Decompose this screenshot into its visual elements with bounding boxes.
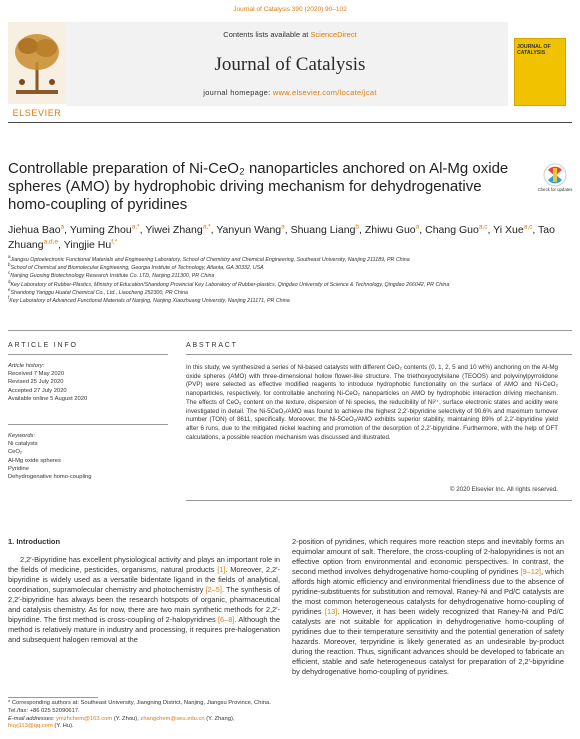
author-name[interactable]: Chang Guo xyxy=(425,224,479,236)
introduction-column-right xyxy=(292,537,564,677)
keyword: Dehydrogenative homo-coupling xyxy=(8,474,92,481)
cover-title: JOURNAL OF CATALYSIS xyxy=(517,44,551,56)
elsevier-wordmark: ELSEVIER xyxy=(12,108,62,118)
author-affiliation-mark[interactable]: a xyxy=(415,223,420,231)
journal-homepage xyxy=(0,88,580,97)
history-date: Available online 5 August 2020 xyxy=(8,395,88,402)
author-name[interactable]: Yuming Zhou xyxy=(69,224,132,236)
affiliation xyxy=(8,289,572,297)
citation-link[interactable]: [6–8] xyxy=(217,615,235,624)
article-info-heading: ARTICLE INFO xyxy=(8,342,78,349)
history-date: Received 7 May 2020 xyxy=(8,371,65,378)
body-text: 2-position of pyridines, which requires more reaction steps and inevitably forms an equimolar amount of salt. Therefore, the cross-coupling of 2-halopyridines is not an effective option from environmental and economic perspectives. In contrast, the second method involves dehydrogenative homo-coupling of pyridines xyxy=(292,537,564,576)
contents-prefix: Contents lists available at xyxy=(223,30,311,39)
affiliation-text: Jiangsu Optoelectronic Functional Materials and Engineering Laboratory, School of Chemistry and Chemical Engineering, Southeast University, Nanjing 211189, PR China xyxy=(10,257,410,263)
keywords-rule xyxy=(8,424,168,425)
keyword: Ni catalysts xyxy=(8,441,38,448)
affiliation-list xyxy=(8,256,572,305)
header-rule xyxy=(8,122,572,123)
author-name[interactable]: Yi Xue xyxy=(493,224,524,236)
author-affiliation-mark[interactable]: a,c xyxy=(523,223,533,231)
email-owner: (Y. Zhou), xyxy=(112,715,141,722)
affiliation-mark: b xyxy=(8,262,11,268)
affiliation-mark: f xyxy=(8,295,10,301)
author-affiliation-mark[interactable]: a,* xyxy=(202,223,211,231)
email-owner: (Y. Hu). xyxy=(52,723,74,730)
introduction-column-left xyxy=(8,555,280,645)
keywords-label: Keywords: xyxy=(8,433,36,439)
body-text: . The synthesis of 2,2′-bipyridine has always been the research hotspots of organic, pharmaceutical and catalysis chemistry. As for now, there are two main synthetic methods for 2,2′-bipyridine. The first method is cross-coupling of 2-halopyridines xyxy=(8,585,280,624)
copyright-line: © 2020 Elsevier Inc. All rights reserved. xyxy=(449,486,558,493)
history-label: Article history: xyxy=(8,363,45,369)
homepage-prefix: journal homepage: xyxy=(203,88,273,97)
body-text: , which affords high atomic efficiency and environmental friendliness due to the absence of pyridine-substituents for substitution and removal. Raney-Ni and Pd/C catalysts are the most common heterogeneous catalysts for dehydrogenative homo-coupling of pyridines xyxy=(292,567,565,616)
abstract-rule xyxy=(186,354,572,355)
email-link[interactable]: zhangchem@seu.edu.cn xyxy=(140,715,205,722)
history-date: Accepted 27 July 2020 xyxy=(8,387,67,394)
abstract-text: In this study, we synthesized a series of Ni-based catalysts with different CeO₂ contents (0, 1, 2, 5 and 10 wt%) anchoring on the Al-Mg oxide spheres (AMO) with three-dimensional hollow flower-like structure. The triethoxyoctylsilane (TEOOS) and polyvinylpyrrolidone (PVP) were selected as effective modified reagents to introduce hydrophobic functionality on the surface of AMO and Ni-CeO₂ nanoparticles, respectively, for controllable anchoring Ni-CeO₂ nanoparticles on AMO by hydrophobic interaction driving mechanism. The effects of CeO₂ content on the texture, dispersion of Ni species, the reducibility of Ni²⁺, surface electronic states and acidity were investigated in detail. The Ni-5CeO₂/AMO was found to achieve the highest 2,2′-bipyridine selectivity of 90.6% and maximum turnover number (TON) of 8611, specifically. Moreover, the Ni-5CeO₂/AMO exhibits superior stability, maintaining 89% of 2,2′-bipyridine yield after 6 runs, due to the mitigated nickel leaching and promotion of the desorption of 2,2′-bipyridine. Furthermore, with the help of DFT calculations, a possible reaction mechanism was discussed and illustrated. xyxy=(186,364,558,441)
affiliation-text: School of Chemical and Biomolecular Engineering, Georgia Institute of Technology, Atlanta, GA 30332, USA xyxy=(10,265,264,272)
citation-link[interactable]: [13] xyxy=(324,607,338,616)
body-text: 2,2′-Bipyridine has excellent physiological activity and plays an important role in the fields of medicine, pesticides, organisms, natural products xyxy=(8,555,280,574)
footnote-rule xyxy=(8,697,98,698)
email-owner: (Y. Zhang), xyxy=(204,715,235,722)
keyword: Al-Mg oxide spheres xyxy=(8,457,61,464)
author-affiliation-mark[interactable]: a,c xyxy=(478,223,488,231)
affiliation xyxy=(8,272,572,280)
body-text: . However, it has been widely recognized that Raney-Ni and Pd/C catalysts are not suitable for application in dehydrogenative homo-coupling of pyridines due to their temperature sensitivity and the potential generation of safety hazards. Moreover, terpyridine is likely generated as an undesirable by-product during the reaction. Thus, significant advances should be developed to fabricate an efficient, stable and safe heterogeneous catalyst for preparation of 2,2′-bipyridine by dehydrogenative homo-coupling of pyridines. xyxy=(292,607,564,676)
citation-link[interactable]: [1] xyxy=(217,565,226,574)
history-date: Revised 25 July 2020 xyxy=(8,379,64,386)
author-name[interactable]: Zhiwu Guo xyxy=(364,224,416,236)
check-for-updates-label: Check for updates xyxy=(537,187,573,192)
affiliation-text: Nanjing Guoxing Biotechnology Research Institute Co. LTD, Nanjing 211300, PR China xyxy=(10,273,215,280)
citation-link[interactable]: [9–12] xyxy=(520,567,541,576)
article-info-rule xyxy=(8,354,168,355)
article-history xyxy=(8,362,168,403)
article-title: Controllable preparation of Ni-CeO₂ nanoparticles anchored on Al-Mg oxide spheres (AMO) by hydrophobic driving mechanism for dehydrogenative homo-coupling of pyridines xyxy=(8,160,509,213)
affiliation-text: Key Laboratory of Advanced Functional Materials of Nanjing, Nanjing Xiaozhuang University, Nanjing 211171, PR China xyxy=(9,298,290,305)
email-label: E-mail addresses: xyxy=(8,715,57,722)
author-name[interactable]: Tao Zhuang xyxy=(8,224,555,251)
email-link[interactable]: ymzhchem@163.com xyxy=(56,715,113,722)
keywords-block xyxy=(8,432,168,481)
affiliation xyxy=(8,256,572,264)
author-affiliation-mark[interactable]: a,d,e xyxy=(43,238,59,246)
email-addresses xyxy=(8,716,280,732)
keyword: Pyridine xyxy=(8,465,29,472)
affiliation-mark: a xyxy=(8,254,11,260)
author-name[interactable]: Jiehua Bao xyxy=(8,224,61,236)
body-text: . Moreover, 2,2′-bipyridine is widely used as a versatile bidentate ligand in the fields of analytical, coordination, supramolecular chemistry and photochemistry xyxy=(8,565,280,594)
affiliation xyxy=(8,278,572,289)
affiliation xyxy=(8,297,572,305)
introduction-heading: 1. Introduction xyxy=(8,537,61,546)
author-affiliation-mark[interactable]: f,* xyxy=(111,238,118,246)
author-name[interactable]: Yanyun Wang xyxy=(216,224,282,236)
affiliation-text: Key Laboratory of Rubber-Plastics, Ministry of Education/Shandong Provincial Key Laboratory of Rubber-plastics, Qingdao University of Science & Technology, Qingdao 266042, PR China xyxy=(10,281,450,288)
citation-link[interactable]: [2–5] xyxy=(205,585,222,594)
email-link[interactable]: huyj113@qq.com xyxy=(8,723,53,730)
corresponding-footnote xyxy=(8,700,280,731)
running-header: Journal of Catalysis 390 (2020) 90–102 xyxy=(233,6,347,13)
author-affiliation-mark[interactable]: a xyxy=(60,223,65,231)
homepage-link[interactable]: www.elsevier.com/locate/jcat xyxy=(272,88,377,97)
author-affiliation-mark[interactable]: a,* xyxy=(131,223,140,231)
abstract-heading: ABSTRACT xyxy=(186,342,238,349)
author-name[interactable]: Yiwei Zhang xyxy=(145,224,203,236)
affiliation-mark: d xyxy=(8,278,11,284)
author-name[interactable]: Yingjie Hu xyxy=(63,239,112,251)
author-affiliation-mark[interactable]: b xyxy=(355,223,360,231)
body-text: . Although the method is relatively mature in industry and processing, it requires pre-halogenation and subsequent halogen removal at the xyxy=(8,615,280,644)
affiliation-mark: e xyxy=(8,287,11,293)
affiliation-text: Shandong Yanggu Huatai Chemical Co., Ltd., Liaocheng 252300, PR China xyxy=(10,289,188,296)
affiliation-mark: c xyxy=(8,270,11,276)
corresponding-note: * Corresponding authors at: Southeast University, Jiangning District, Nanjing, Jiangsu Province, China. Tel./fax: +86 025 52090617. xyxy=(8,700,271,714)
keyword: CeO₂ xyxy=(8,449,23,456)
contents-line xyxy=(0,30,580,39)
author-list: Jiehua Bao$^a$, Yuming Zhou$^{a,*}$, Yiwei Zhang$^{a,*}$, Yanyun Wang$^a$, Shuang Liang$^b$, Zhiwu Guo$^a$, Chang Guo$^{a,c}$, Yi Xue$^{a,c}$, Tao Zhuang$^{a,d,e}$, Yingjie $Hu^{f,*}$ xyxy=(8,223,555,251)
journal-title: Journal of Catalysis xyxy=(214,54,366,75)
sciencedirect-link[interactable]: ScienceDirect xyxy=(310,30,357,39)
author-name[interactable]: Shuang Liang xyxy=(290,224,356,236)
meta-rule xyxy=(8,330,572,331)
affiliation xyxy=(8,264,572,272)
author-affiliation-mark[interactable]: a xyxy=(281,223,285,231)
abstract-bottom-rule xyxy=(186,500,572,501)
